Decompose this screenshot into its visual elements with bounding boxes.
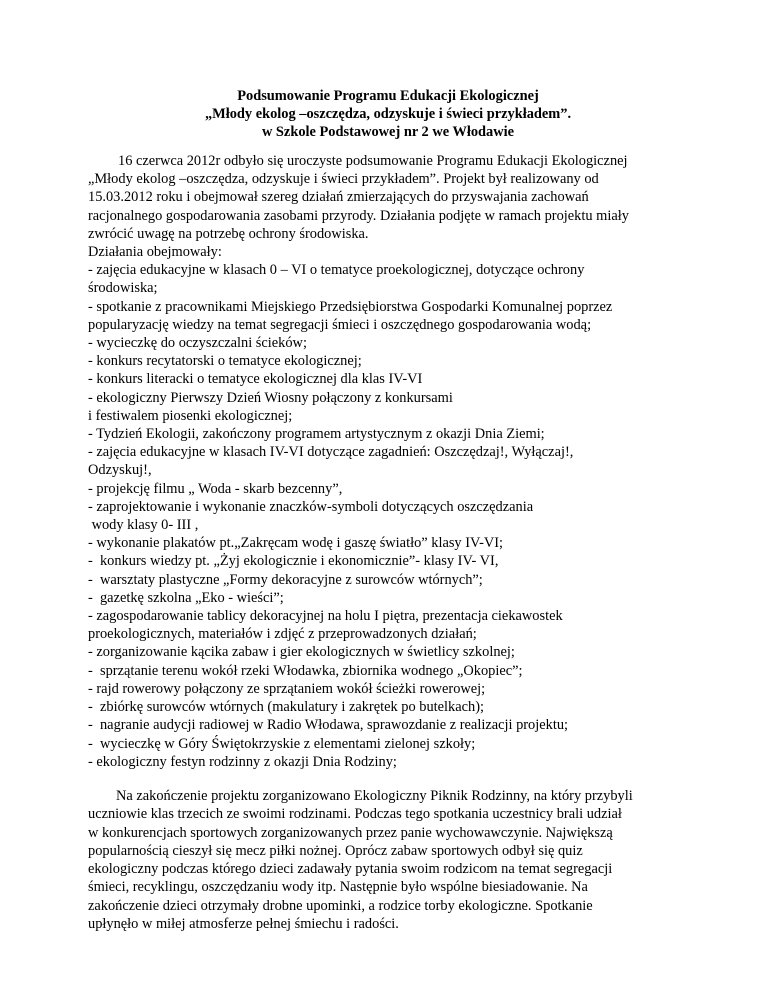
closing-paragraph (88, 787, 688, 933)
intro-line: 16 czerwca 2012r odbyło się uroczyste podsumowanie Programu Edukacji Ekologicznej (118, 153, 628, 169)
closing-line: Na zakończenie projektu zorganizowano Ekologiczny Piknik Rodzinny, na który przybyli (116, 787, 633, 804)
title-line-3: w Szkole Podstawowej nr 2 we Włodawie (261, 124, 515, 140)
document-page (88, 87, 688, 933)
intro-paragraph (88, 152, 688, 261)
activity-line: - nagranie audycji radiowej w Radio Włodawa, sprawozdanie z realizacji projektu; (88, 717, 569, 734)
activity-line: - gazetkę szkolna „Eko - wieści”; (88, 589, 284, 606)
activity-line: popularyzację wiedzy na temat segregacji śmieci i oszczędnego gospodarowania wodą; (88, 316, 592, 333)
activity-line: wody klasy 0- III , (88, 517, 199, 534)
closing-line: zakończenie dzieci otrzymały drobne upominki, a rodzice torby ekologiczne. Spotkanie (88, 897, 593, 914)
activity-line: Odzyskuj!, (88, 462, 152, 479)
activity-line: - sprzątanie terenu wokół rzeki Włodawka, zbiornika wodnego „Okopiec”; (88, 662, 523, 679)
activity-line: - konkurs wiedzy pt. „Żyj ekologicznie i ekonomicznie”- klasy IV- VI, (88, 553, 499, 570)
activity-line: - wycieczkę w Góry Świętokrzyskie z elementami zielonej szkoły; (88, 735, 476, 752)
intro-line: zwrócić uwagę na potrzebę ochrony środowiska. (88, 225, 369, 242)
activity-line: - wycieczkę do oczyszczalni ścieków; (88, 335, 307, 352)
activity-line: środowiska; (88, 280, 158, 297)
closing-line: ekologiczny podczas którego dzieci zadawały pytania swoim rodzicom na temat segregacji (88, 861, 613, 878)
document-title (88, 87, 688, 141)
intro-line: „Młody ekolog –oszczędza, odzyskuje i świeci przykładem”. Projekt był realizowany od (88, 171, 599, 188)
closing-line: w konkurencjach sportowych zorganizowanych przez panie wychowawczynie. Największą (88, 824, 613, 841)
activity-line: - rajd rowerowy połączony ze sprzątaniem wokół ścieżki rowerowej; (88, 680, 486, 697)
activities-heading: Działania obejmowały: (88, 244, 222, 261)
closing-line: upłynęło w miłej atmosferze pełnej śmiechu i radości. (88, 915, 399, 932)
closing-line: śmieci, recyklingu, oszczędzaniu wody itp. Następnie było wspólne biesiadowanie. Na (88, 879, 588, 896)
activity-line: - zajęcia edukacyjne w klasach IV-VI dotyczące zagadnień: Oszczędzaj!, Wyłączaj!, (88, 444, 574, 461)
activity-line: - projekcję filmu „ Woda - skarb bezcenny”, (88, 480, 343, 497)
activity-line: - konkurs recytatorski o tematyce ekologicznej; (88, 353, 362, 370)
activity-line: - Tydzień Ekologii, zakończony programem artystycznym z okazji Dnia Ziemi; (88, 426, 545, 443)
activity-line: - ekologiczny festyn rodzinny z okazji Dnia Rodziny; (88, 753, 397, 770)
title-line-2: „Młody ekolog –oszczędza, odzyskuje i świeci przykładem”. (204, 106, 572, 122)
activities-list (88, 261, 688, 771)
paragraph-spacer (88, 771, 688, 787)
activity-line: proekologicznych, materiałów i zdjęć z przeprowadzonych działań; (88, 626, 477, 643)
intro-line: racjonalnego gospodarowania zasobami przyrody. Działania podjęte w ramach projektu miały (88, 207, 629, 224)
activity-line: - ekologiczny Pierwszy Dzień Wiosny połączony z konkursami (88, 389, 453, 406)
activity-line: - zajęcia edukacyjne w klasach 0 – VI o tematyce proekologicznej, dotyczące ochrony (88, 262, 585, 279)
activity-line: - zbiórkę surowców wtórnych (makulatury i zakrętek po butelkach); (88, 699, 485, 716)
activity-line: - spotkanie z pracownikami Miejskiego Przedsiębiorstwa Gospodarki Komunalnej poprzez (88, 298, 613, 315)
activity-line: - warsztaty plastyczne „Formy dekoracyjne z surowców wtórnych”; (88, 571, 483, 588)
activity-line: i festiwalem piosenki ekologicznej; (88, 407, 293, 424)
activity-line: - zagospodarowanie tablicy dekoracyjnej na holu I piętra, prezentacja ciekawostek (88, 608, 563, 625)
title-line-1: Podsumowanie Programu Edukacji Ekologicznej (237, 88, 539, 104)
closing-line: uczniowie klas trzecich ze swoimi rodzinami. Podczas tego spotkania uczestnicy brali udział (88, 806, 622, 823)
activity-line: - wykonanie plakatów pt.„Zakręcam wodę i gaszę światło” klasy IV-VI; (88, 535, 504, 552)
activity-line: - zorganizowanie kącika zabaw i gier ekologicznych w świetlicy szkolnej; (88, 644, 515, 661)
activity-line: - konkurs literacki o tematyce ekologicznej dla klas IV-VI (88, 371, 423, 388)
intro-line: 15.03.2012 roku i obejmował szereg działań zmierzających do przyswajania zachowań (88, 189, 589, 206)
activity-line: - zaprojektowanie i wykonanie znaczków-symboli dotyczących oszczędzania (88, 498, 534, 515)
closing-line: popularnością cieszył się mecz piłki nożnej. Oprócz zabaw sportowych odbył się quiz (88, 842, 583, 859)
